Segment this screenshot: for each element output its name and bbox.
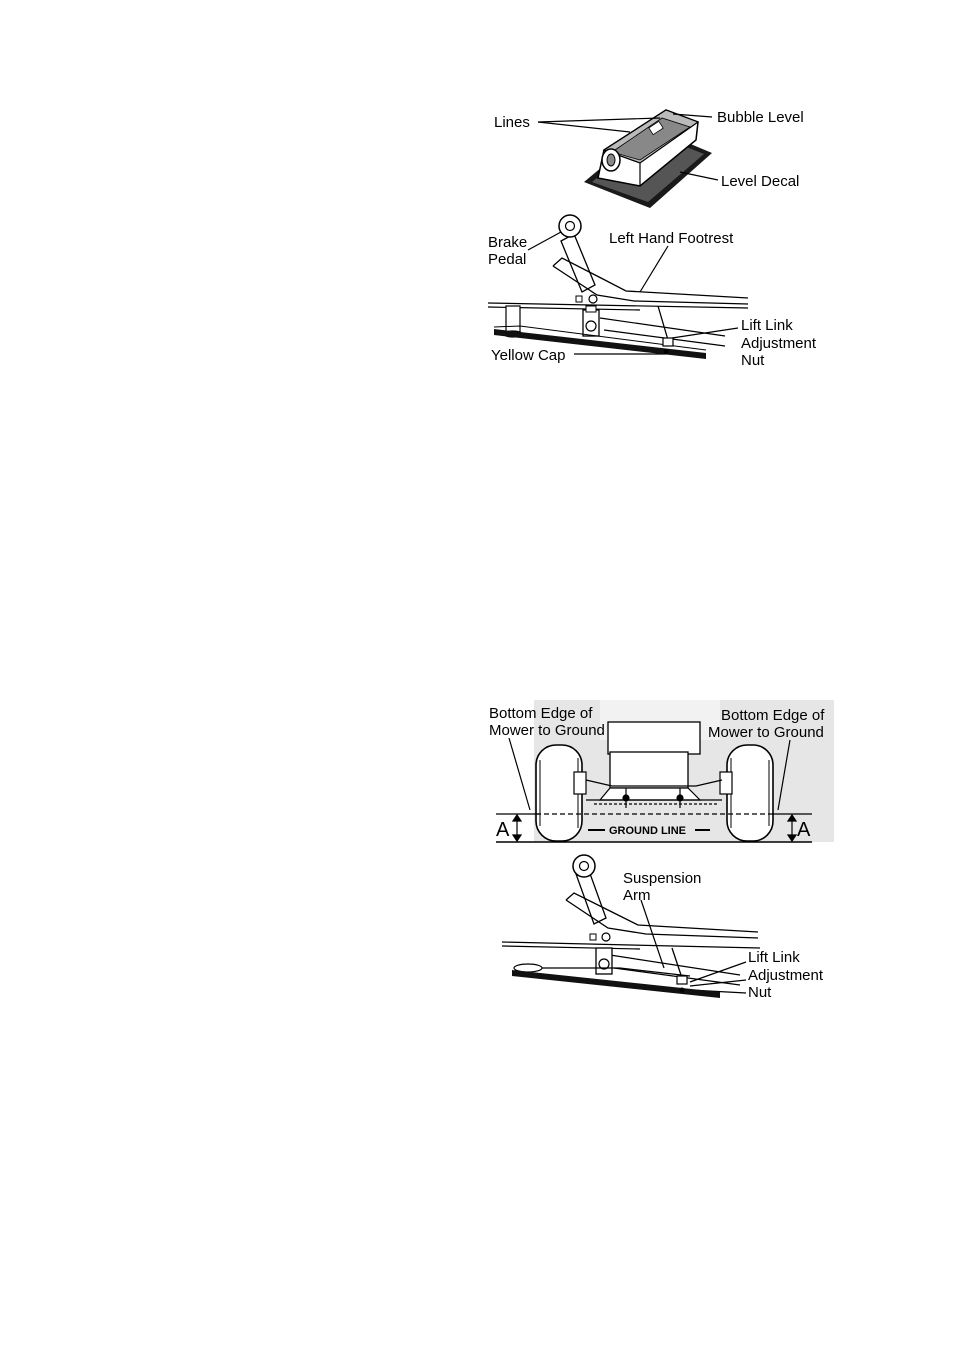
- mower-deck-edge-lower: [512, 970, 720, 998]
- label-bottom-edge-left-line2: Mower to Ground: [489, 722, 605, 739]
- label-dimension-a-left: A: [496, 819, 510, 841]
- figure-ground-clearance: [489, 700, 834, 1001]
- label-suspension-arm-line1: Suspension: [623, 870, 702, 887]
- label-lift-link-line1: Lift Link: [741, 317, 793, 334]
- lift-bracket-lower: [596, 948, 612, 974]
- label-lift-link-lower-line3: Nut: [748, 984, 772, 1001]
- dimension-left: [513, 815, 521, 841]
- label-bubble-level: Bubble Level: [717, 109, 804, 126]
- left-wheel: [536, 745, 586, 841]
- label-brake-pedal-line2: Pedal: [488, 251, 527, 268]
- label-brake-pedal-line1: Brake: [488, 234, 528, 251]
- label-bottom-edge-left-line1: Bottom Edge of: [489, 705, 593, 722]
- label-lines: Lines: [494, 114, 530, 131]
- label-ground-line: GROUND LINE: [609, 825, 686, 837]
- label-lift-link-lower-line2: Adjustment: [748, 967, 824, 984]
- label-bottom-edge-right-line2: Mower to Ground: [708, 724, 824, 741]
- label-suspension-arm-line2: Arm: [623, 887, 651, 904]
- label-yellow-cap: Yellow Cap: [491, 347, 566, 364]
- label-lift-link-line2: Adjustment: [741, 335, 817, 352]
- bolt-round: [589, 295, 597, 303]
- lift-link-lower: [672, 948, 687, 993]
- lift-link: [658, 306, 673, 355]
- label-left-hand-footrest: Left Hand Footrest: [609, 230, 734, 247]
- mower-body: [600, 722, 700, 800]
- brake-pedal: [559, 215, 595, 292]
- label-lift-link-line3: Nut: [741, 352, 765, 369]
- frame-rails: [488, 303, 748, 346]
- label-lift-link-lower-line1: Lift Link: [748, 949, 800, 966]
- bolt-square: [576, 296, 582, 302]
- lift-bracket: [583, 306, 599, 336]
- label-dimension-a-right: A: [797, 819, 811, 841]
- brake-pedal-lower: [573, 855, 606, 924]
- figure-level-and-footrest: [488, 109, 817, 369]
- label-level-decal: Level Decal: [721, 173, 800, 190]
- right-wheel: [720, 745, 773, 841]
- label-bottom-edge-right-line1: Bottom Edge of: [721, 707, 825, 724]
